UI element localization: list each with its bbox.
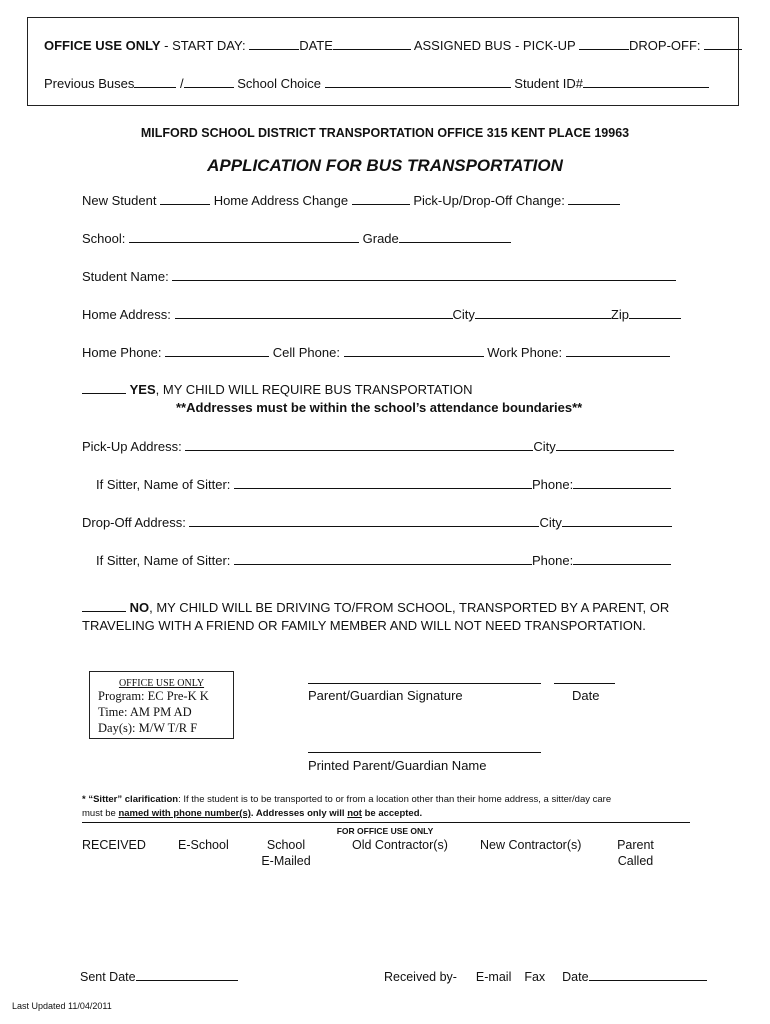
- pickup-address-label: Pick-Up Address:: [82, 439, 182, 454]
- email-label: E-mail: [475, 970, 512, 984]
- office-table-header: FOR OFFICE USE ONLY: [336, 826, 434, 836]
- sitter-text-2e: be accepted.: [361, 808, 423, 819]
- received-label: RECEIVED: [82, 838, 146, 852]
- school-choice-label: School Choice: [237, 76, 322, 91]
- yes-label: YES: [129, 382, 156, 397]
- no-label: NO: [129, 600, 150, 615]
- zip-blank[interactable]: [629, 306, 681, 319]
- office-header-row-1: OFFICE USE ONLY - START DAY: DATE ASSIGNED BUS - PICK-UP DROP-OFF:: [44, 37, 742, 53]
- office-box-title: OFFICE USE ONLY: [118, 678, 205, 689]
- drop-off-label: DROP-OFF:: [629, 38, 701, 53]
- previous-buses-label: Previous Buses: [44, 76, 135, 91]
- footer-date-blank[interactable]: [589, 968, 707, 981]
- phone-row: [82, 344, 670, 360]
- student-name-label: Student Name:: [82, 269, 169, 284]
- no-checkbox-blank[interactable]: [82, 599, 126, 612]
- time-options: Time: AM PM AD: [98, 705, 192, 719]
- emailed-col-label: E-Mailed: [261, 854, 311, 868]
- previous-bus-1-blank[interactable]: [134, 75, 176, 88]
- new-student-blank[interactable]: [160, 192, 210, 205]
- signature-date-line[interactable]: [554, 683, 615, 684]
- yes-option-row: [82, 381, 473, 397]
- dropoff-city-label: City: [539, 515, 562, 530]
- student-name-blank[interactable]: [172, 268, 676, 281]
- assigned-bus-label: ASSIGNED BUS - PICK-UP: [413, 38, 576, 53]
- footer-date-label: Date: [562, 970, 589, 984]
- received-by-label: Received by-: [384, 970, 457, 984]
- dropoff-sitter-phone-blank[interactable]: [573, 552, 671, 565]
- sent-date-label: Sent Date: [80, 970, 136, 984]
- office-table-rule: [82, 822, 690, 823]
- office-use-program-box: [89, 671, 234, 739]
- pickup-address-row: [82, 438, 674, 454]
- sent-date-blank[interactable]: [136, 968, 238, 981]
- parent-col-label: Parent: [617, 838, 654, 852]
- district-line: MILFORD SCHOOL DISTRICT TRANSPORTATION OFFICE 315 KENT PLACE 19963: [140, 126, 630, 140]
- home-address-label: Home Address:: [82, 307, 171, 322]
- grade-label: Grade: [362, 231, 399, 246]
- school-choice-blank[interactable]: [325, 75, 511, 88]
- attendance-boundaries-note: **Addresses must be within the school’s attendance boundaries**: [176, 400, 583, 415]
- dropoff-address-label: Drop-Off Address:: [82, 515, 186, 530]
- sitter-text-2a: must be: [82, 808, 119, 819]
- school-col-label: School: [266, 838, 306, 852]
- last-updated: Last Updated 11/04/2011: [12, 1001, 112, 1011]
- pickup-sitter-phone-blank[interactable]: [573, 476, 671, 489]
- sitter-clarification-label: “Sitter” clarification: [88, 794, 179, 805]
- pickup-sitter-blank[interactable]: [234, 476, 532, 489]
- student-id-label: Student ID#: [514, 76, 583, 91]
- printed-name-line[interactable]: [308, 752, 541, 753]
- city-label: City: [452, 307, 475, 322]
- student-id-blank[interactable]: [583, 75, 709, 88]
- signature-line[interactable]: [308, 683, 541, 684]
- pickup-city-label: City: [533, 439, 556, 454]
- pickup-dropoff-change-label: Pick-Up/Drop-Off Change:: [413, 193, 565, 208]
- yes-checkbox-blank[interactable]: [82, 381, 126, 394]
- zip-label: Zip: [610, 307, 629, 322]
- dropoff-sitter-blank[interactable]: [234, 552, 532, 565]
- sitter-clarification-line-2: [82, 808, 422, 819]
- office-use-header-box: [27, 17, 739, 106]
- school-label: School:: [82, 231, 126, 246]
- sitter-clarification-text-1: : If the student is to be transported to or from a location other than their home address, a sitter/day care: [178, 794, 612, 805]
- no-text-line-1: , MY CHILD WILL BE DRIVING TO/FROM SCHOOL, TRANSPORTED BY A PARENT, OR: [149, 600, 670, 615]
- parent-signature-label: Parent/Guardian Signature: [308, 688, 463, 703]
- program-options: Program: EC Pre-K K: [98, 689, 209, 703]
- new-student-label: New Student: [82, 193, 157, 208]
- work-phone-label: Work Phone:: [487, 345, 563, 360]
- dropoff-city-blank[interactable]: [562, 514, 672, 527]
- old-contractor-label: Old Contractor(s): [352, 838, 448, 852]
- signature-date-label: Date: [572, 688, 600, 703]
- sent-date-row: [80, 968, 238, 984]
- cell-phone-label: Cell Phone:: [272, 345, 340, 360]
- new-contractor-label: New Contractor(s): [480, 838, 582, 852]
- page-title: APPLICATION FOR BUS TRANSPORTATION: [207, 156, 563, 175]
- school-blank[interactable]: [129, 230, 359, 243]
- pickup-sitter-row: [96, 476, 671, 492]
- yes-text: , MY CHILD WILL REQUIRE BUS TRANSPORTATION: [155, 382, 473, 397]
- printed-name-label: Printed Parent/Guardian Name: [308, 758, 487, 773]
- received-by-row: [384, 968, 707, 984]
- dropoff-address-row: [82, 514, 672, 530]
- eschool-label: E-School: [178, 838, 229, 852]
- start-day-blank[interactable]: [249, 37, 299, 50]
- dropoff-sitter-label: If Sitter, Name of Sitter:: [96, 553, 231, 568]
- no-text-line-2: TRAVELING WITH A FRIEND OR FAMILY MEMBER AND WILL NOT NEED TRANSPORTATION.: [82, 618, 646, 633]
- fax-label: Fax: [524, 970, 546, 984]
- home-address-row: [82, 306, 681, 322]
- pickup-sitter-label: If Sitter, Name of Sitter:: [96, 477, 231, 492]
- slash: /: [179, 76, 184, 91]
- dropoff-sitter-phone-label: Phone:: [532, 553, 574, 568]
- days-options: Day(s): M/W T/R F: [98, 721, 198, 735]
- sitter-text-2b: named with phone number(s): [118, 808, 251, 819]
- office-use-only-label: OFFICE USE ONLY: [44, 38, 161, 53]
- change-type-row: [82, 192, 620, 208]
- pickup-dropoff-change-blank[interactable]: [568, 192, 620, 205]
- date-label: DATE: [299, 38, 333, 53]
- home-address-change-label: Home Address Change: [213, 193, 349, 208]
- previous-bus-2-blank[interactable]: [184, 75, 234, 88]
- student-name-row: [82, 268, 676, 284]
- work-phone-blank[interactable]: [566, 344, 670, 357]
- city-blank[interactable]: [475, 306, 611, 319]
- pickup-city-blank[interactable]: [556, 438, 674, 451]
- home-address-change-blank[interactable]: [352, 192, 410, 205]
- pickup-address-blank[interactable]: [185, 438, 533, 451]
- home-phone-label: Home Phone:: [82, 345, 162, 360]
- called-col-label: Called: [617, 854, 654, 868]
- grade-blank[interactable]: [399, 230, 511, 243]
- pickup-sitter-phone-label: Phone:: [532, 477, 574, 492]
- start-day-label: START DAY:: [172, 38, 246, 53]
- no-option-row: [82, 599, 669, 615]
- sitter-text-2d: not: [347, 808, 362, 819]
- dropoff-sitter-row: [96, 552, 671, 568]
- dropoff-bus-blank[interactable]: [704, 37, 742, 50]
- school-row: [82, 230, 511, 246]
- sitter-clarification-line-1: [82, 794, 611, 805]
- pickup-bus-blank[interactable]: [579, 37, 629, 50]
- home-address-blank[interactable]: [175, 306, 453, 319]
- office-header-row-2: [44, 75, 709, 91]
- sitter-star: *: [82, 794, 89, 805]
- sitter-text-2c: . Addresses only will: [250, 808, 348, 819]
- home-phone-blank[interactable]: [165, 344, 269, 357]
- date-blank[interactable]: [333, 37, 411, 50]
- dropoff-address-blank[interactable]: [189, 514, 539, 527]
- cell-phone-blank[interactable]: [344, 344, 484, 357]
